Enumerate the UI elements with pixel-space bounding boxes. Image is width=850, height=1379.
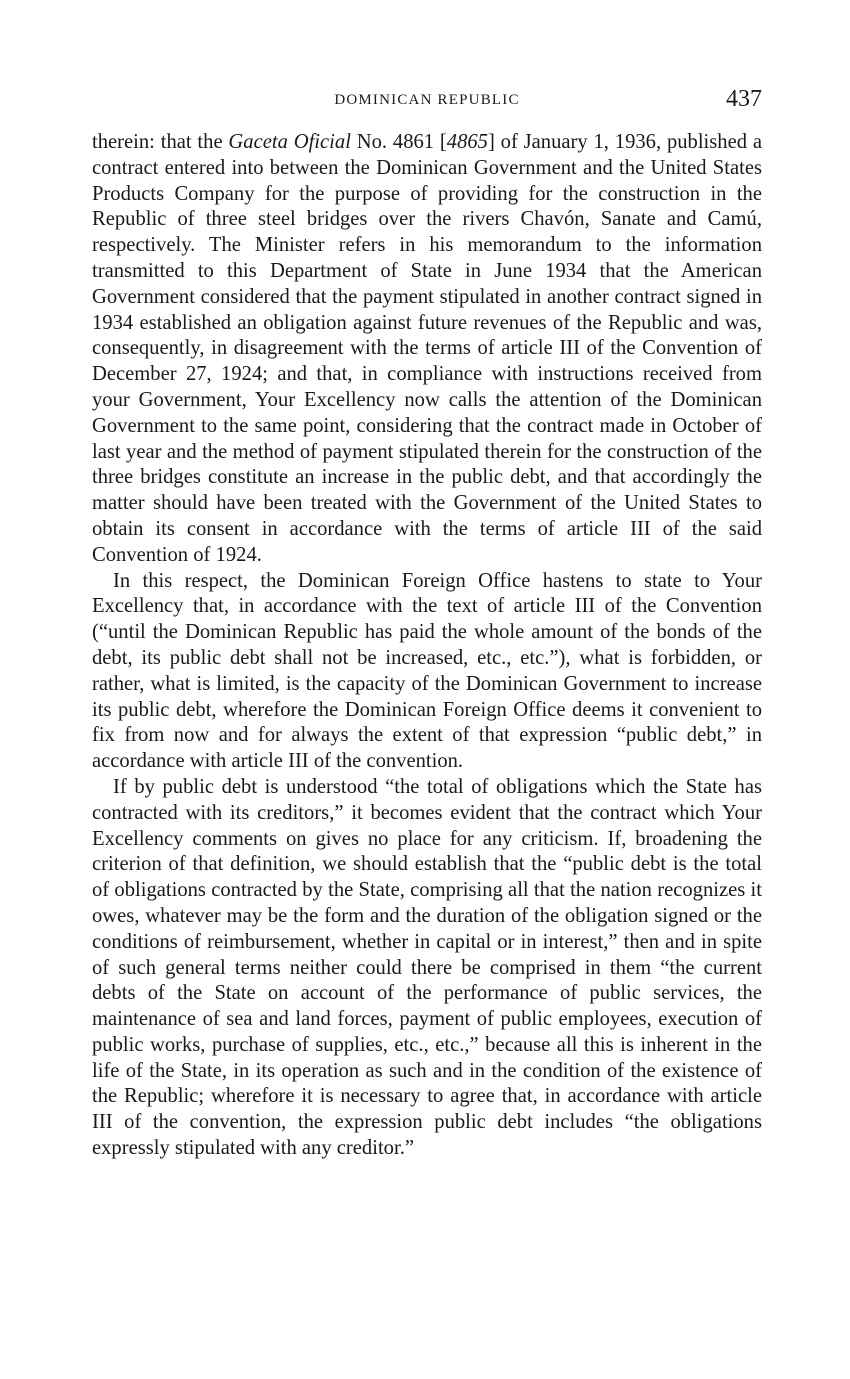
paragraph-1-lead: therein: that the xyxy=(92,131,229,153)
paragraph-1 xyxy=(92,130,762,569)
paragraph-1-number: No. 4861 [ xyxy=(350,131,447,153)
page-number: 437 xyxy=(726,86,762,112)
paragraph-1-body: ] of January 1, 1936, published a contract entered into between the Dominican Government and the United States Products Company for the purpose of providing for the construction in the Republic of three steel bridges over the rivers Chavón, Sanate and Camú, respectively. The Minister refers in his memorandum to the information transmitted to this Department of State in June 1934 that the American Government considered that the payment stipulated in another contract signed in 1934 established an obligation against future revenues of the Republic and was, consequently, in disagreement with the terms of article III of the Convention of December 27, 1924; and that, in compliance with instructions received from your Government, Your Excellency now calls the attention of the Dominican Government to the same point, considering that the contract made in October of last year and the method of payment stipulated therein for the construction of the three bridges constitute an increase in the public debt, and that accordingly the matter should have been treated with the Government of the United States to obtain its consent in accordance with the terms of article III of the said Convention of 1924. xyxy=(92,131,762,566)
body-text xyxy=(92,130,762,1162)
gazette-corrected-number: 4865 xyxy=(446,131,488,153)
paragraph-3: If by public debt is understood “the total of obligations which the State has contracted with its creditors,” it becomes evident that the contract which Your Excellency comments on gives no place for any criticism. If, broadening the criterion of that definition, we should establish that the “public debt is the total of obligations contracted by the State, comprising all that the nation recognizes it owes, whatever may be the form and the duration of the obligation signed or the conditions of reimbursement, whether in capital or in interest,” then and in spite of such general terms neither could there be comprised in them “the current debts of the State on account of the performance of public services, the maintenance of sea and land forces, payment of public employees, execution of public works, purchase of supplies, etc., etc.,” because all this is inherent in the life of the State, in its operation as such and in the condition of the existence of the Republic; wherefore it is necessary to agree that, in accordance with article III of the convention, the expression public debt includes “the obligations expressly stipulated with any creditor.” xyxy=(92,775,762,1160)
gazette-title: Gaceta Oficial xyxy=(228,131,351,153)
running-title: DOMINICAN REPUBLIC xyxy=(334,92,520,108)
page-header xyxy=(92,86,762,122)
paragraph-2: In this respect, the Dominican Foreign Office hastens to state to Your Excellency that, in accordance with the text of article III of the Convention (“until the Dominican Republic has paid the whole amount of the bonds of the debt, its public debt shall not be increased, etc., etc.”), what is forbidden, or rather, what is limited, is the capacity of the Dominican Government to increase its public debt, wherefore the Dominican Foreign Office deems it convenient to fix from now and for always the extent of that expression “public debt,” in accordance with article III of the convention. xyxy=(92,569,762,773)
